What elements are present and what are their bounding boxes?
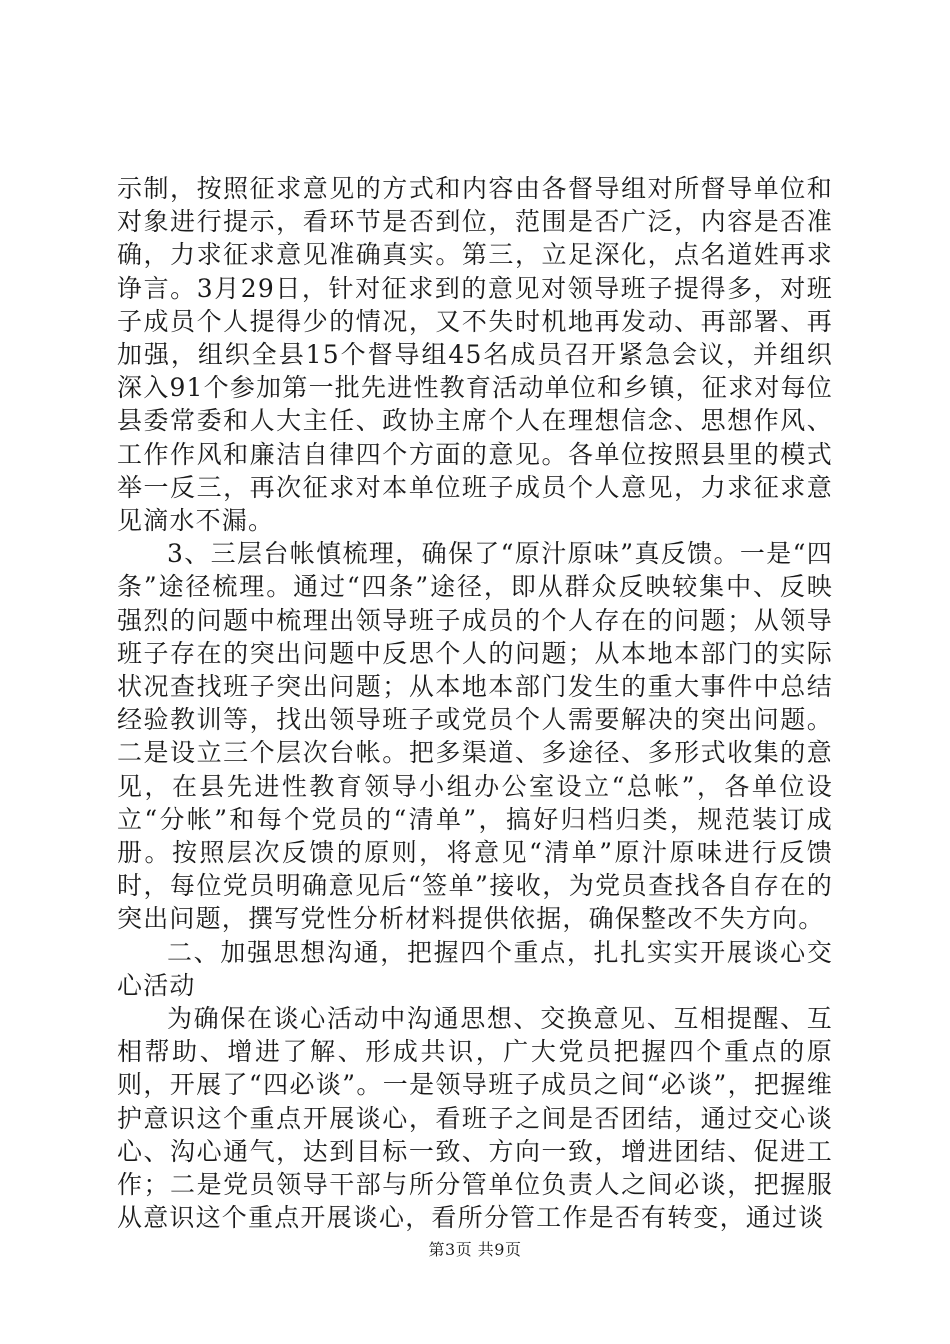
paragraph-section-3: 3、三层台帐慎梳理，确保了“原汁原味”真反馈。一是“四条”途径梳理。通过“四条”途径，即从群众反映较集中、反映强烈的问题中梳理出领导班子成员的个人存在的问题；从领导班子存在的突出问题中反思个人的问题；从本地本部门的实际状况查找班子突出问题；从本地本部门发生的重大事件中总结经验教训等，找出领导班子或党员个人需要解决的突出问题。二是设立三个层次台帐。把多渠道、多途径、多形式收集的意见，在县先进性教育领导小组办公室设立“总帐”，各单位设立“分帐”和每个党员的“清单”，搞好归档归类，规范装订成册。按照层次反馈的原则，将意见“清单”原汁原味进行反馈时，每位党员明确意见后“签单”接收，为党员查找各自存在的突出问题，撰写党性分析材料提供依据，确保整改不失方向。 <box>117 539 833 934</box>
page-number-footer: 第3页 共9页 <box>428 1240 522 1259</box>
paragraph-continued: 示制，按照征求意见的方式和内容由各督导组对所督导单位和对象进行提示，看环节是否到位，范围是否广泛，内容是否准确，力求征求意见准确真实。第三，立足深化，点名道姓再求诤言。3月29日，针对征求到的意见对领导班子提得多，对班子成员个人提得少的情况，又不失时机地再发动、再部署、再加强，组织全县15个督导组45名成员召开紧急会议，并组织深入91个参加第一批先进性教育活动单位和乡镇，征求对每位县委常委和人大主任、政协主席个人在理想信念、思想作风、工作作风和廉洁自律四个方面的意见。各单位按照县里的模式举一反三，再次征求对本单位班子成员个人意见，力求征求意见滴水不漏。 <box>117 174 833 536</box>
section-heading-2: 二、加强思想沟通，把握四个重点，扎扎实实开展谈心交心活动 <box>117 937 833 1000</box>
paragraph-four-talks: 为确保在谈心活动中沟通思想、交换意见、互相提醒、互相帮助、增进了解、形成共识，广大党员把握四个重点的原则，开展了“四必谈”。一是领导班子成员之间“必谈”，把握维护意识这个重点开展谈心，看班子之间是否团结，通过交心谈心、沟心通气，达到目标一致、方向一致，增进团结、促进工作；二是党员领导干部与所分管单位负责人之间必谈，把握服从意识这个重点开展谈心，看所分管工作是否有转变，通过谈 <box>117 1004 833 1233</box>
document-body <box>117 172 833 1235</box>
